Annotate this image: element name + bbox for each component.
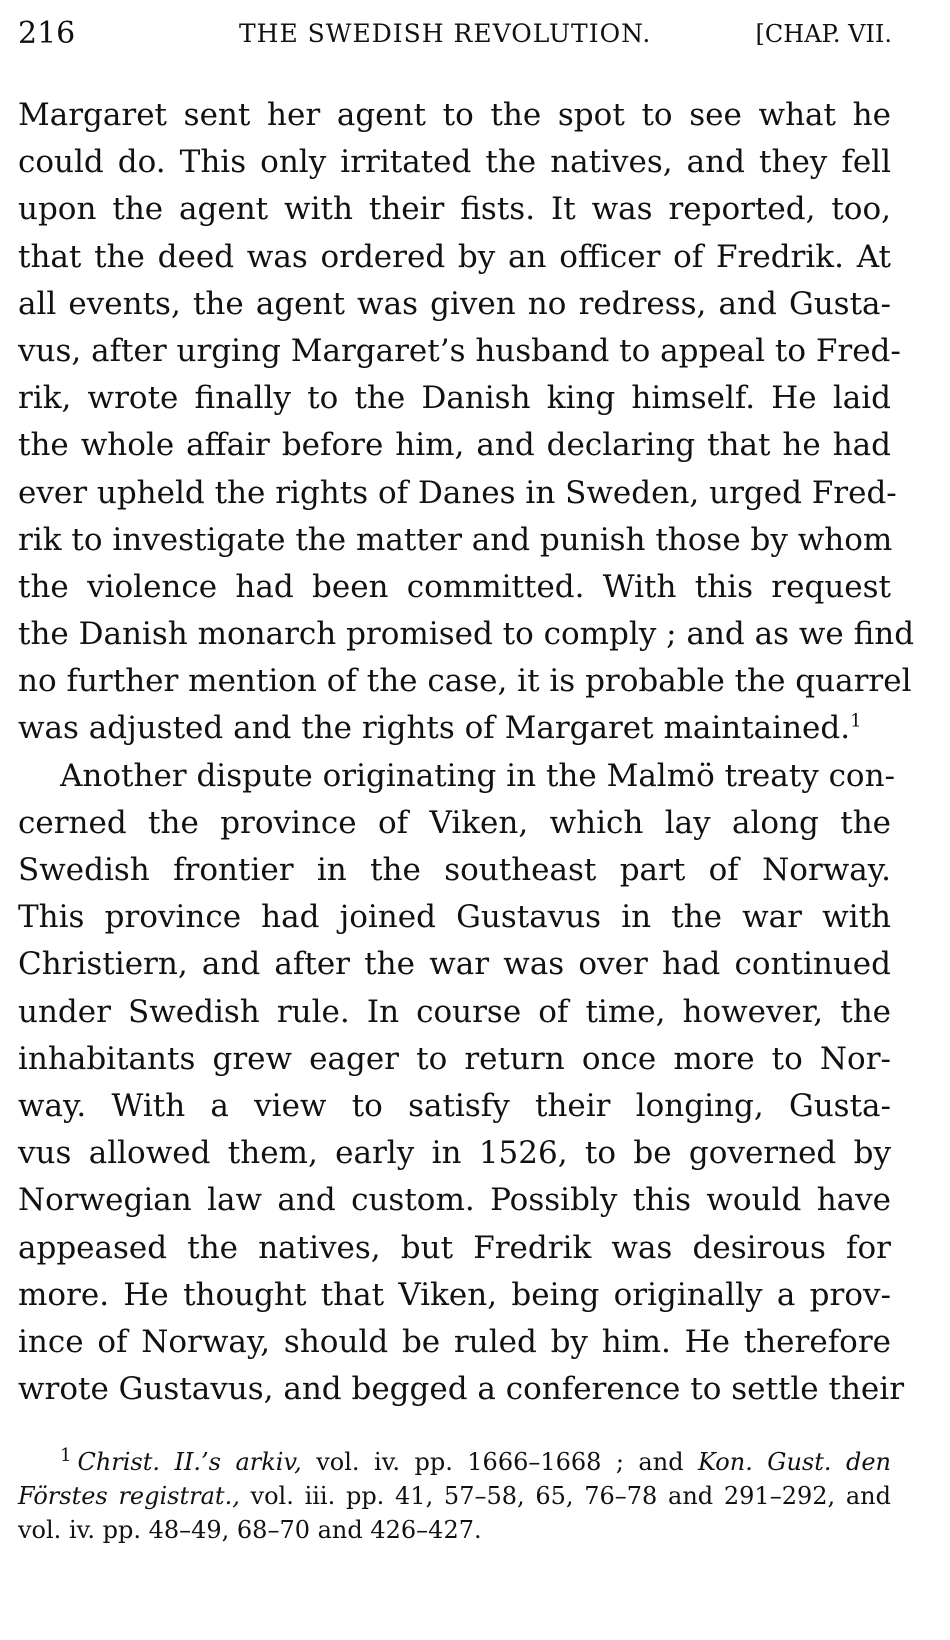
running-header [18,14,892,54]
text-line: under Swedish rule. In course of time, however, the [18,993,891,1030]
footnote-line [18,1479,891,1513]
text-line: Another dispute originating in the Malmö treaty con- [60,757,896,794]
text-line: vus allowed them, early in 1526, to be governed by [18,1135,891,1172]
footnote-source-title: Christ. II.’s arkiv, [77,1448,302,1476]
text-line: the whole affair before him, and declaring that he had [18,427,891,464]
text-line: no further mention of the case, it is probable the quarrel [18,663,912,700]
page-number: 216 [18,16,76,51]
text-line: Norwegian law and custom. Possibly this would have [18,1182,891,1219]
text-line: the Danish monarch promised to comply ; and as we find [18,616,915,653]
footnote-reference: 1 [850,711,862,733]
footnote-marker: 1 [60,1445,72,1466]
footnote-text: vol. iv. pp. 1666–1668 ; and [301,1448,699,1476]
text-line-with-footnote [18,705,891,752]
paragraph-1 [18,92,915,753]
footnote-text: vol. iii. pp. 41, 57–58, 65, 76–78 and 291–292, and [239,1482,891,1510]
text-line: Christiern, and after the war was over had continued [18,946,891,983]
text-line: could do. This only irritated the natives, and they fell [18,144,891,181]
text-line: all events, the agent was given no redress, and Gusta- [18,285,891,322]
text-line: ince of Norway, should be ruled by him. He therefore [18,1323,891,1360]
footnote-source-title: Förstes registrat., [18,1482,240,1510]
text-line: vus, after urging Margaret’s husband to appeal to Fred- [18,332,901,369]
text-line: appeased the natives, but Fredrik was desirous for [18,1229,891,1266]
text-line: ever upheld the rights of Danes in Sweden, urged Fred- [18,474,897,511]
text-line: Swedish frontier in the southeast part of Norway. [18,852,891,888]
text-line: This province had joined Gustavus in the war with [18,899,891,936]
text-line: upon the agent with their fists. It was reported, too, [18,191,891,228]
footnotes [18,1445,891,1547]
text-line: wrote Gustavus, and begged a conference to settle their [18,1371,905,1408]
paragraph-2 [18,753,905,1414]
text-line: cerned the province of Viken, which lay along the [18,804,891,841]
footnote-line [18,1445,891,1479]
text-line: that the deed was ordered by an officer of Fredrik. At [18,238,891,275]
text-line: rik to investigate the matter and punish those by whom [18,521,893,558]
text-line: rik, wrote finally to the Danish king himself. He laid [18,380,891,417]
text-line: Margaret sent her agent to the spot to see what he [18,97,891,133]
text-line: was adjusted and the rights of Margaret maintained. [18,710,851,747]
chapter-reference: [CHAP. VII. [755,20,892,48]
footnote-source-title: Kon. Gust. den [698,1448,891,1476]
footnote-line: vol. iv. pp. 48–49, 68–70 and 426–427. [18,1516,482,1544]
running-title: THE SWEDISH REVOLUTION. [239,19,652,48]
text-line: the violence had been committed. With this request [18,568,891,605]
text-line: inhabitants grew eager to return once more to Nor- [18,1040,891,1077]
text-line: way. With a view to satisfy their longing, Gusta- [18,1087,891,1124]
body-text [18,92,915,1413]
text-line: more. He thought that Viken, being originally a prov- [18,1276,891,1313]
